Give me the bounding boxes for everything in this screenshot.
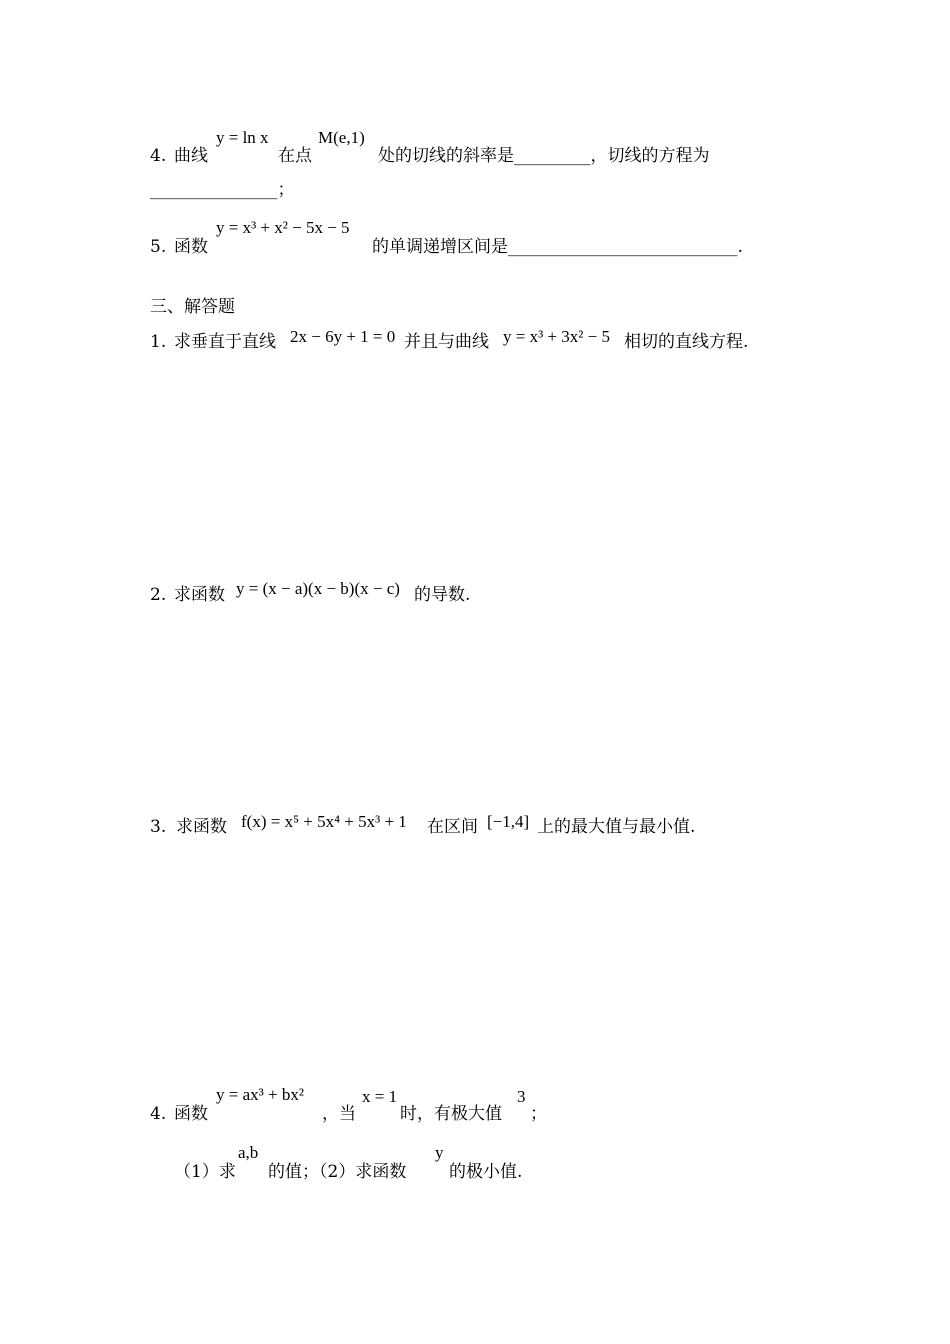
- math-formula: y = (x − a)(x − b)(x − c): [236, 579, 400, 598]
- question-text: 在点: [278, 146, 312, 166]
- question-text: 上的最大值与最小值.: [537, 817, 696, 837]
- question-number: 1.: [150, 332, 167, 352]
- math-formula: 2x − 6y + 1 = 0: [290, 327, 396, 346]
- math-formula: y = ln x: [216, 128, 269, 147]
- question-text: 求函数: [176, 817, 227, 837]
- question-text: 求函数: [174, 585, 225, 605]
- math-formula: y = x³ + x² − 5x − 5: [216, 218, 350, 237]
- question-number: 3.: [150, 817, 167, 837]
- math-formula: y: [435, 1143, 444, 1162]
- question-text: 相切的直线方程.: [624, 332, 749, 352]
- math-formula: [−1,4]: [487, 812, 530, 831]
- sub-question-label: （1）求: [174, 1162, 236, 1182]
- section-title: 三、解答题: [150, 297, 235, 317]
- math-formula: f(x) = x⁵ + 5x⁴ + 5x³ + 1: [241, 812, 407, 831]
- math-formula: y = x³ + 3x² − 5: [503, 327, 610, 346]
- question-text: 的极小值.: [449, 1162, 523, 1182]
- question-text: 的单调递增区间是___________________________.: [372, 237, 743, 257]
- question-text: 的导数.: [414, 585, 471, 605]
- question-text: 函数: [174, 237, 208, 257]
- question-text: 时，有极大值: [400, 1104, 502, 1124]
- question-text: 处的切线的斜率是_________，切线的方程为: [378, 146, 710, 166]
- question-number: 4.: [150, 1104, 167, 1124]
- answer-blank: _______________；: [150, 180, 295, 200]
- math-formula: 3: [517, 1087, 526, 1106]
- question-text: 曲线: [174, 146, 208, 166]
- question-text: 求垂直于直线: [174, 332, 276, 352]
- question-text: 在区间: [427, 817, 478, 837]
- math-formula: y = ax³ + bx²: [216, 1085, 304, 1104]
- question-text: 并且与曲线: [404, 332, 489, 352]
- question-text: 的值；（2）求函数: [268, 1162, 407, 1182]
- math-formula: x = 1: [362, 1087, 398, 1106]
- question-number: 2.: [150, 585, 167, 605]
- math-formula: M(e,1): [318, 128, 365, 147]
- question-text: ，当: [322, 1104, 356, 1124]
- question-number: 5.: [150, 237, 167, 257]
- question-text: ；: [530, 1104, 547, 1124]
- math-formula: a,b: [238, 1143, 259, 1162]
- question-text: 函数: [174, 1104, 208, 1124]
- question-number: 4.: [150, 146, 167, 166]
